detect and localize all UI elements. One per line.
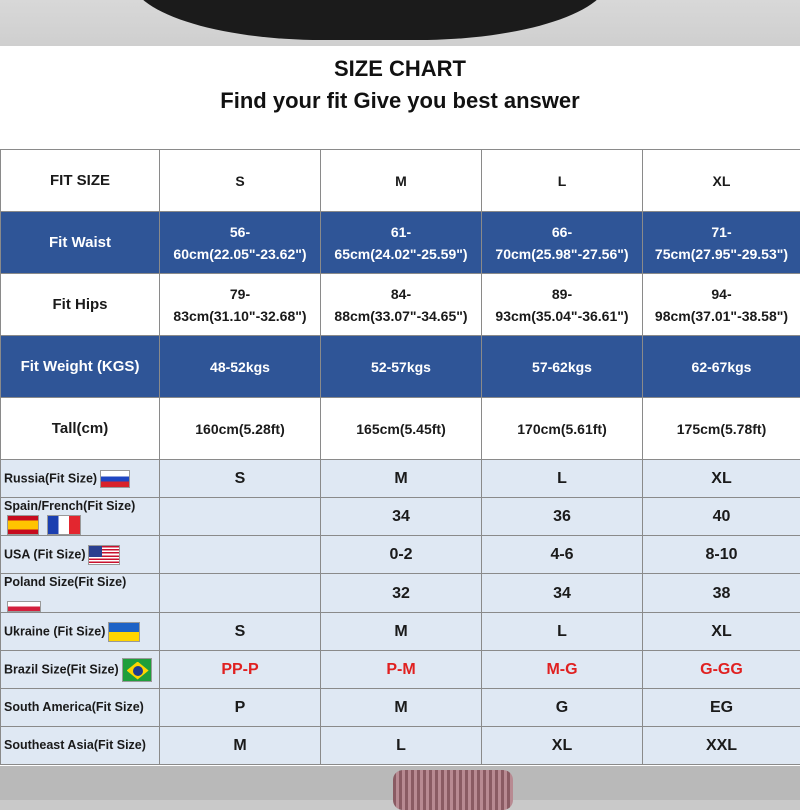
measure-cell-text: 170cm(5.61ft) [517,421,607,437]
size-cell [160,498,321,536]
measure-cell [321,398,482,460]
size-cell [160,613,321,651]
measure-cell-text: 160cm(5.28ft) [195,421,285,437]
size-cell-text: M [394,699,407,716]
region-label [1,536,160,574]
header-cell: L [482,150,643,212]
size-cell-text: L [557,623,567,640]
row-label [1,336,160,398]
size-cell-text: 40 [713,508,731,525]
size-cell-text: XL [711,470,731,487]
measure-row [1,274,800,336]
size-cell [643,536,800,574]
region-row [1,613,800,651]
size-cell-text: P [235,699,246,716]
size-cell [160,536,321,574]
size-cell [482,613,643,651]
size-cell-text: M [233,737,246,754]
size-cell-text: 0-2 [389,546,412,563]
ukraine-flag-icon [108,622,140,642]
size-cell-text: M [394,623,407,640]
size-cell-text: 8-10 [705,546,737,563]
row-label-text: Fit Hips [53,296,108,313]
measure-cell [643,398,800,460]
size-cell [321,651,482,689]
region-row [1,536,800,574]
measure-cell-text: 48-52kgs [210,359,270,375]
measure-cell-text: 52-57kgs [371,359,431,375]
poland-flag-icon [7,601,41,612]
size-cell-text: PP-P [221,661,258,678]
size-cell-text: M [394,470,407,487]
brazil-flag-icon [122,658,152,682]
size-cell [643,498,800,536]
size-cell [482,727,643,765]
measure-cell-text: 175cm(5.78ft) [677,421,767,437]
size-cell-text: 4-6 [550,546,573,563]
size-cell-text: 36 [553,508,571,525]
region-label [1,460,160,498]
region-row [1,460,800,498]
header-cell: FIT SIZE [1,150,160,212]
measure-cell [160,336,321,398]
region-label-text: Russia(Fit Size) [4,471,97,485]
measure-cell-text: 79-83cm(31.10"-32.68") [173,286,306,324]
region-label [1,613,160,651]
header-row [1,150,800,212]
measure-cell-text: 84-88cm(33.07"-34.65") [334,286,467,324]
size-cell [482,460,643,498]
size-cell [160,727,321,765]
measure-cell [160,398,321,460]
size-cell-text: XL [711,623,731,640]
chart-subtitle: Find your fit Give you best answer [0,88,800,114]
row-label-text: Fit Waist [49,234,111,251]
region-label-text: Poland Size(Fit Size) [4,575,126,589]
measure-cell [482,398,643,460]
size-cell [482,574,643,613]
size-cell-text: L [396,737,406,754]
size-cell-text: S [235,470,246,487]
region-row [1,689,800,727]
header-cell: M [321,150,482,212]
size-cell [321,498,482,536]
size-cell-text: 34 [392,508,410,525]
chart-title: SIZE CHART [0,56,800,82]
size-cell [643,613,800,651]
header-cell: XL [643,150,800,212]
size-cell [321,727,482,765]
size-chart-card [0,46,800,766]
size-cell-text: EG [710,699,733,716]
size-cell-text: M-G [546,661,577,678]
usa-flag-icon [88,545,120,565]
row-label-text: Fit Weight (KGS) [21,358,140,375]
region-label [1,727,160,765]
size-table [0,149,800,765]
size-cell [643,651,800,689]
measure-cell-text: 56-60cm(22.05"-23.62") [173,224,306,262]
france-flag-icon [47,515,81,535]
row-label [1,274,160,336]
size-cell [321,536,482,574]
measure-row [1,212,800,274]
size-cell [321,689,482,727]
region-label [1,689,160,727]
measure-cell-text: 62-67kgs [692,359,752,375]
size-cell [643,460,800,498]
size-cell [643,689,800,727]
size-cell [482,651,643,689]
region-row [1,574,800,613]
measure-cell [643,274,800,336]
size-cell [160,460,321,498]
measure-cell [643,212,800,274]
size-cell [321,460,482,498]
measure-cell-text: 66-70cm(25.98"-27.56") [495,224,628,262]
measure-row [1,398,800,460]
size-cell [160,689,321,727]
row-label [1,398,160,460]
size-cell-text: G [556,699,568,716]
size-cell [482,498,643,536]
measure-row [1,336,800,398]
size-cell [643,727,800,765]
measure-cell [482,274,643,336]
measure-cell [482,336,643,398]
size-cell-text: S [235,623,246,640]
measure-cell-text: 165cm(5.45ft) [356,421,446,437]
region-row [1,727,800,765]
region-label [1,651,160,689]
size-table-body [1,150,800,765]
measure-cell [482,212,643,274]
measure-cell [321,274,482,336]
size-cell [482,689,643,727]
size-cell-text: 32 [392,585,410,602]
region-label-text: Spain/French(Fit Size) [4,499,135,513]
measure-cell-text: 61-65cm(24.02"-25.59") [334,224,467,262]
size-cell [482,536,643,574]
row-label [1,212,160,274]
measure-cell [643,336,800,398]
measure-cell [160,212,321,274]
size-cell-text: XXL [706,737,737,754]
region-label-text: Brazil Size(Fit Size) [4,662,119,676]
background-photo-top [0,0,800,46]
size-cell [321,574,482,613]
measure-cell [321,336,482,398]
size-cell-text: P-M [386,661,415,678]
size-cell-text: XL [552,737,572,754]
measure-cell-text: 89-93cm(35.04"-36.61") [495,286,628,324]
region-row [1,651,800,689]
size-cell-text: 38 [713,585,731,602]
background-photo-bottom [0,766,800,800]
size-cell-text: 34 [553,585,571,602]
size-cell [321,613,482,651]
knit-fabric-photo [393,770,513,810]
spain-flag-icon [7,515,39,535]
measure-cell-text: 94-98cm(37.01"-38.58") [655,286,788,324]
size-cell [160,651,321,689]
russia-flag-icon [100,470,130,488]
size-cell [643,574,800,613]
measure-cell-text: 71-75cm(27.95"-29.53") [655,224,788,262]
region-row [1,498,800,536]
region-label-text: South America(Fit Size) [4,700,144,714]
garment-photo [130,0,610,40]
region-label [1,498,160,536]
row-label-text: Tall(cm) [52,420,108,437]
region-label-text: Ukraine (Fit Size) [4,624,105,638]
measure-cell [321,212,482,274]
size-cell [160,574,321,613]
region-label-text: USA (Fit Size) [4,547,85,561]
header-cell: S [160,150,321,212]
measure-cell [160,274,321,336]
measure-cell-text: 57-62kgs [532,359,592,375]
size-cell-text: L [557,470,567,487]
region-label-text: Southeast Asia(Fit Size) [4,738,146,752]
region-label [1,574,160,613]
size-cell-text: G-GG [700,661,743,678]
